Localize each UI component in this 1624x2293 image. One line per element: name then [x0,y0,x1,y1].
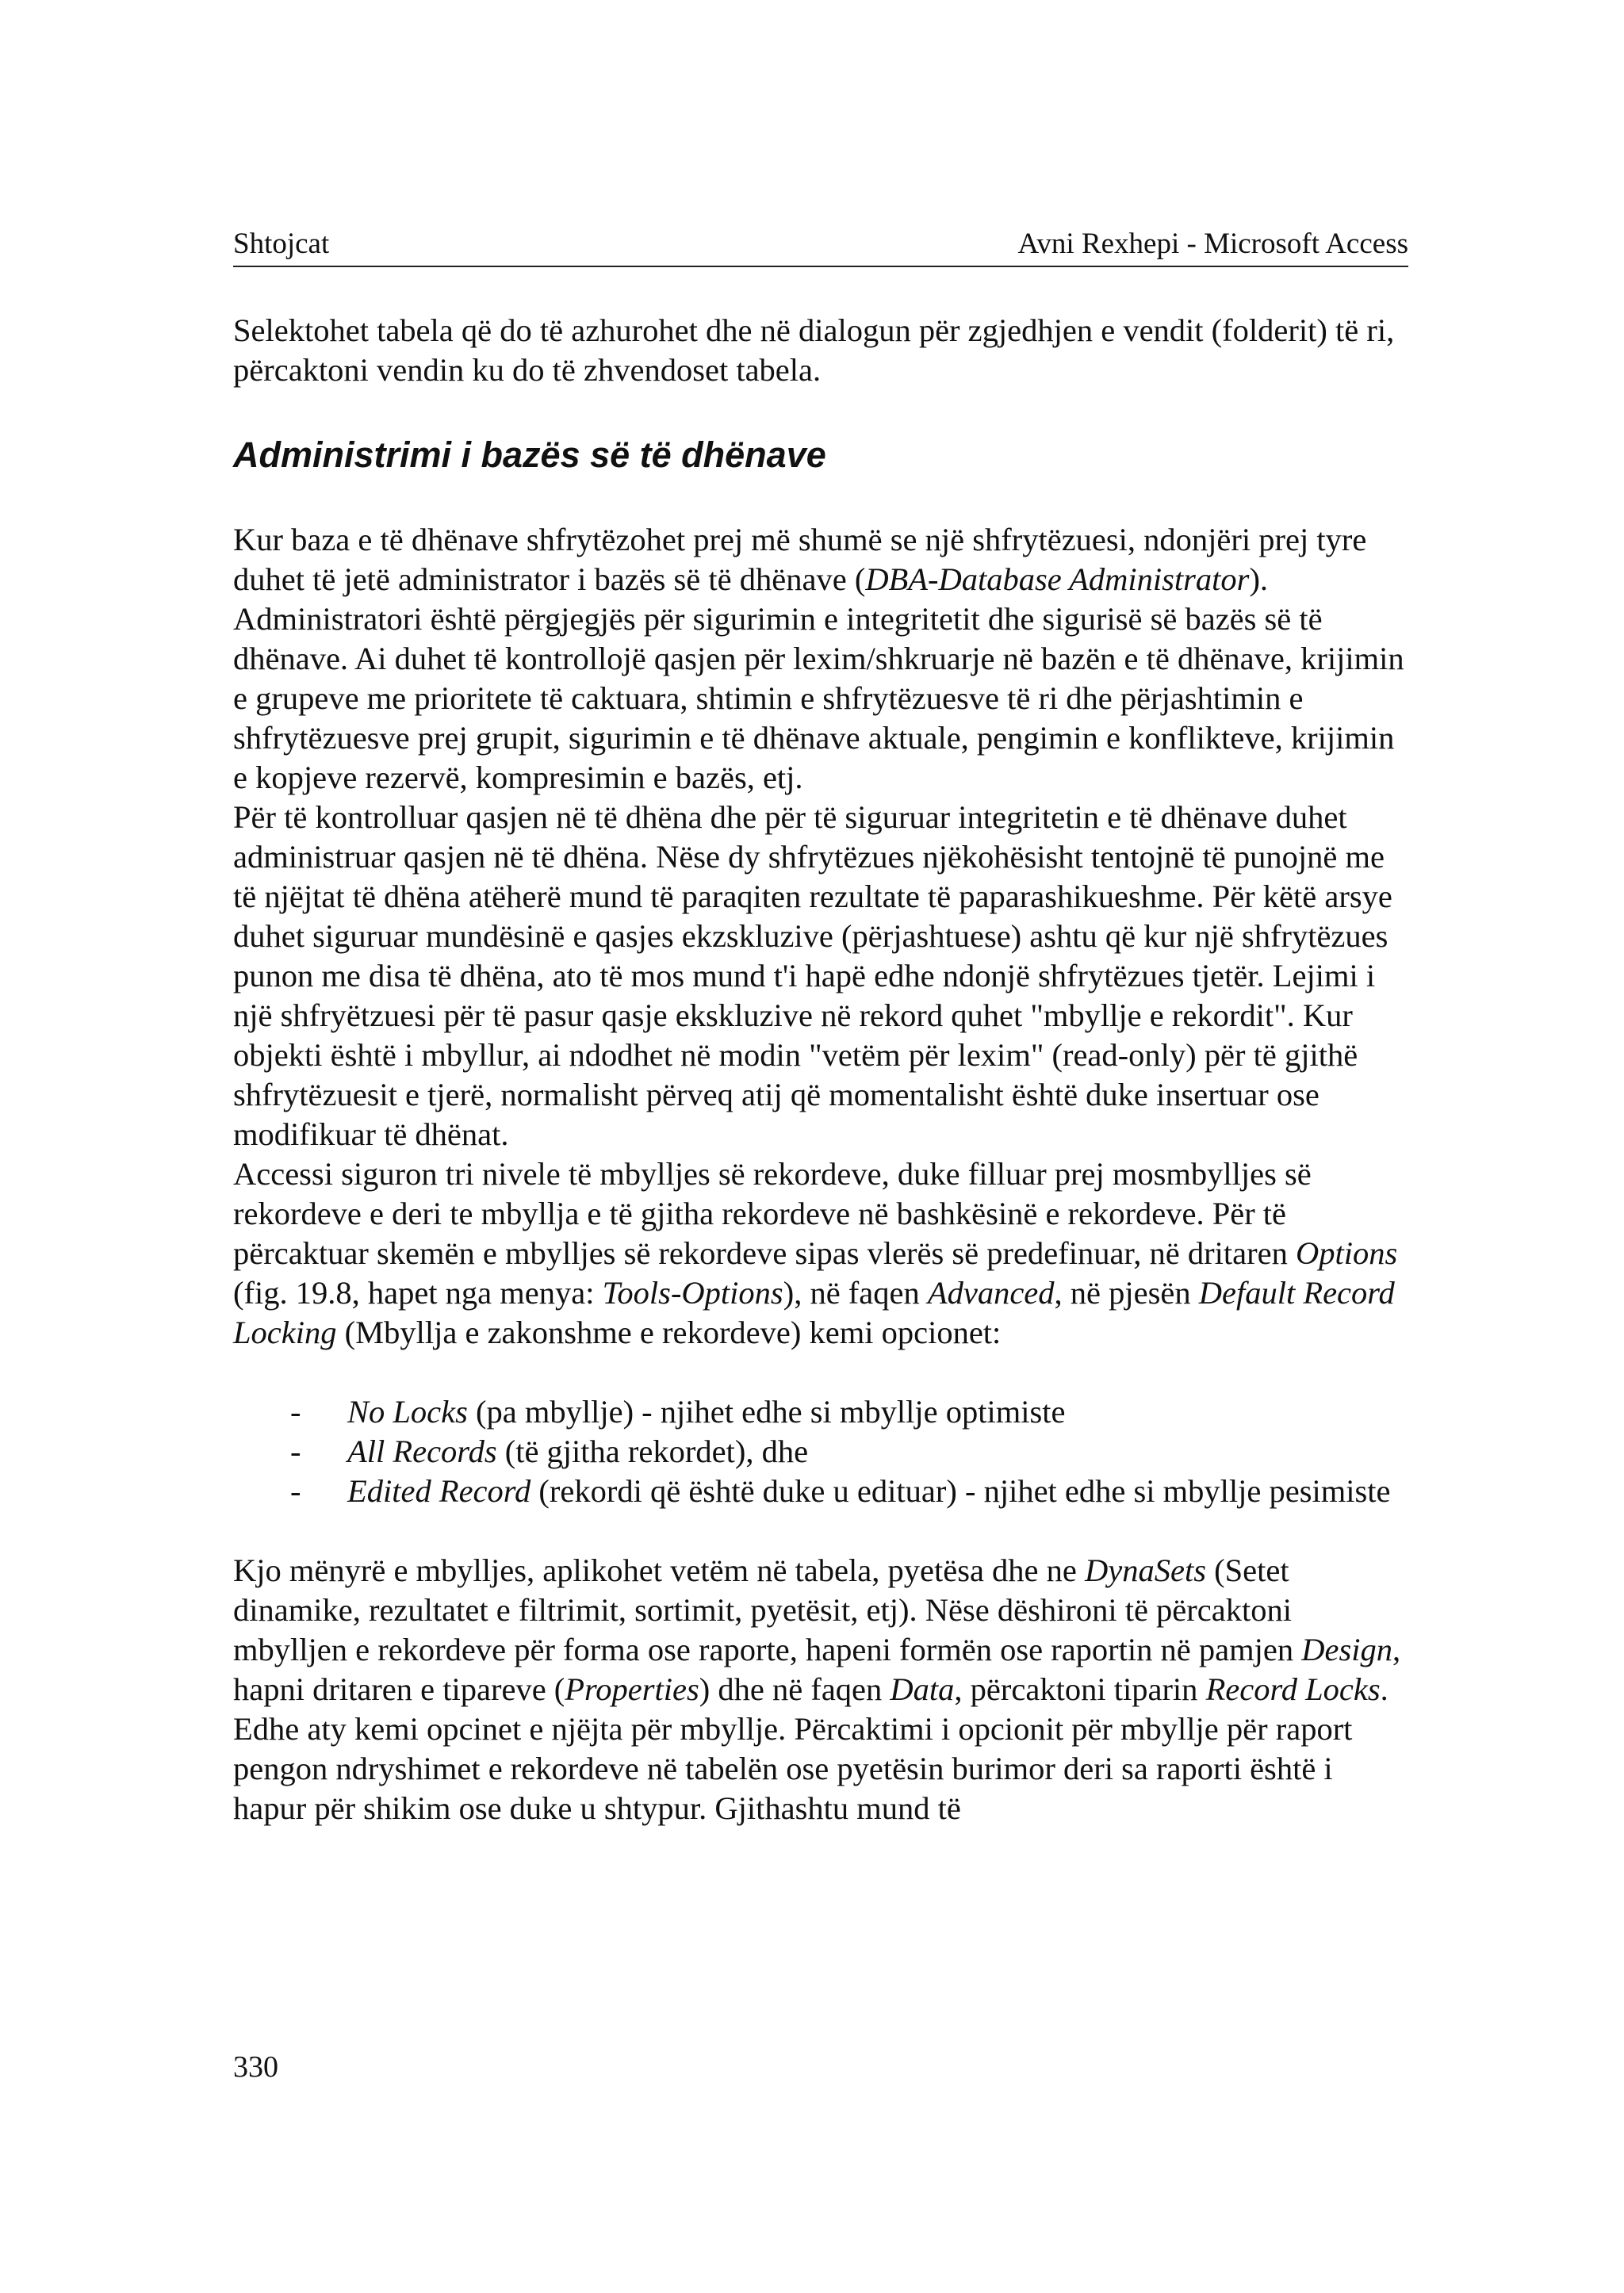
body-text [233,311,1408,1828]
paragraph-dynasets: Kjo mënyrë e mbylljes, aplikohet vetëm në tabela, pyetësa dhe ne DynaSets (Setet dinamike, rezultatet e filtrimit, sortimit, pyetësit, etj). Nëse dëshironi të përcaktoni mbylljen e rekordeve për forma ose raporte, hapeni formën ose raportin në pamjen Design, hapni dritaren e tipareve (Properties) dhe në faqen Data, përcaktoni tiparin Record Locks. Edhe aty kemi opcinet e njëjta për mbyllje. Përcaktimi i opcionit për mbyllje për raport pengon ndryshimet e rekordeve në tabelën ose pyetësin burimor deri sa raporti është i hapur për shikim ose duke u shtypur. Gjithashtu mund të [233,1552,1401,1826]
header-chapter: Shtojcat [233,228,330,260]
header-author-title: Avni Rexhepi - Microsoft Access [1017,228,1408,260]
paragraph-dba: Kur baza e të dhënave shfrytëzohet prej më shumë se një shfrytëzuesi, ndonjëri prej tyre duhet të jetë administrator i bazës së të dhënave (DBA-Database Administrator). Administratori është përgjegjës për sigurimin e integritetit dhe sigurisë së bazës së të dhënave. Ai duhet të kontrollojë qasjen për lexim/shkruarje në bazën e të dhënave, krijimin e grupeve me prioritete të caktuara, shtimin e shfrytëzuesve të ri dhe përjashtimin e shfrytëzuesve prej grupit, sigurimin e të dhënave aktuale, pengimin e konflikteve, krijimin e kopjeve rezervë, kompresimin e bazës, etj. [233,522,1404,795]
document-page [233,0,1408,2293]
paragraph-access-control: Për të kontrolluar qasjen në të dhëna dhe për të siguruar integritetin e të dhënave duhet administruar qasjen në të dhëna. Nëse dy shfrytëzues njëkohësisht tentojnë të punojnë me të njëjtat të dhëna atëherë mund të paraqiten rezultate të paparashikueshme. Për këtë arsye duhet siguruar mundësinë e qasjes ekzskluzive (përjashtuese) ashtu që kur një shfrytëzues punon me disa të dhëna, ato të mos mund t'i hapë edhe ndonjë shfrytëzues tjetër. Lejimi i një shfryëtzuesi për të pasur qasje ekskluzive në rekord quhet "mbyllje e rekordit". Kur objekti është i mbyllur, ai ndodhet në modin "vetëm për lexim" (read-only) për të gjithë shfrytëzuesit e tjerë, normalisht përveq atij që momentalisht është duke insertuar ose modifikuar të dhënat. [233,799,1392,1152]
list-item: - Edited Record (rekordi që është duke u edituar) - njihet edhe si mbyllje pesimiste [290,1473,1391,1509]
list-item: - No Locks (pa mbyllje) - njihet edhe si mbyllje optimiste [290,1394,1066,1430]
page-number: 330 [233,2050,278,2084]
intro-paragraph: Selektohet tabela që do të azhurohet dhe në dialogun për zgjedhjen e vendit (folderit) të ri, përcaktoni vendin ku do të zhvendoset tabela. [233,312,1395,388]
section-title: Administrimi i bazës së të dhënave [233,434,826,475]
paragraph-lock-levels: Accessi siguron tri nivele të mbylljes së rekordeve, duke filluar prej mosmbylljes së rekordeve e deri te mbyllja e të gjitha rekordeve në bashkësinë e rekordeve. Për të përcaktuar skemën e mbylljes së rekordeve sipas vlerës së predefinuar, në dritaren Options (fig. 19.8, hapet nga menya: Tools-Options), në faqen Advanced, në pjesën Default Record Locking (Mbyllja e zakonshme e rekordeve) kemi opcionet: [233,1156,1398,1350]
running-header [233,223,1408,267]
locking-options-list [233,1392,1408,1511]
list-item: - All Records (të gjitha rekordet), dhe [290,1434,809,1469]
